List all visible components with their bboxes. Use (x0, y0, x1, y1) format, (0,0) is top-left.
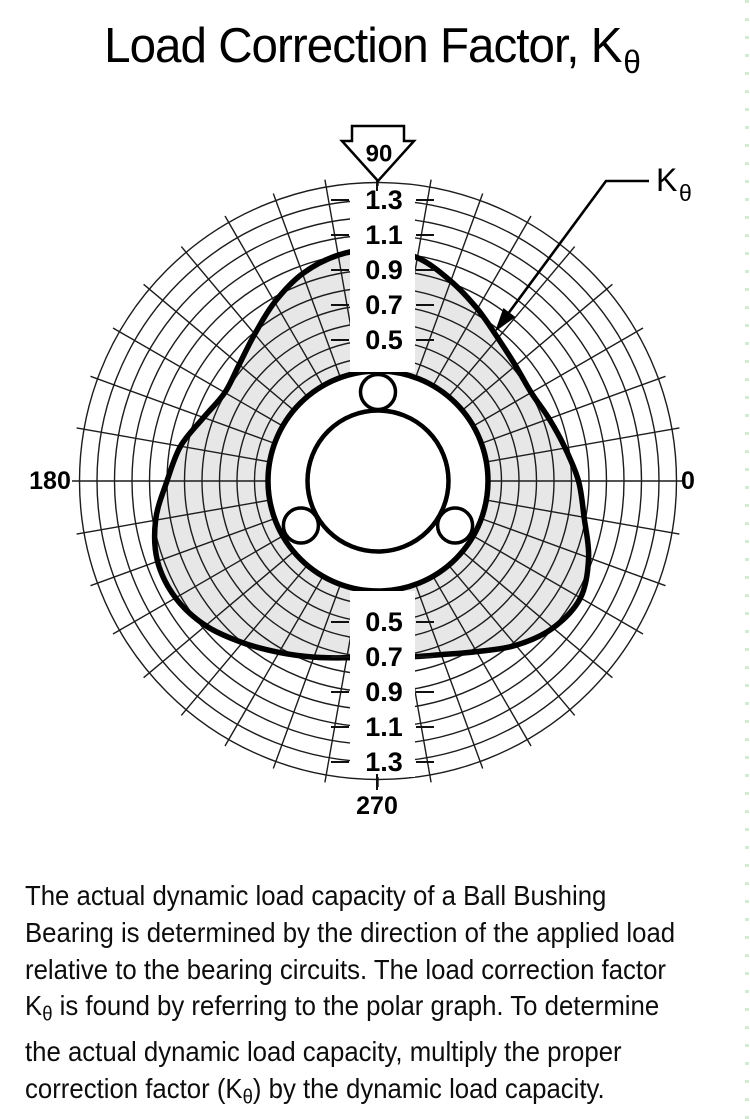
radial-tick-label: 1.3 (365, 747, 403, 777)
theta-subscript: θ (42, 1004, 53, 1027)
paragraph-line: Bearing is determined by the direction of the applied load (25, 916, 676, 948)
paragraph-line: $K_\theta$ is found by referring to the polar graph. To determine (25, 990, 660, 1027)
angle-label-90: 90 (365, 140, 393, 168)
radial-tick-label: 1.1 (365, 712, 403, 742)
angle-label-0: 0 (681, 467, 695, 495)
radial-tick-label: 1.3 (365, 185, 403, 215)
ball-circuit-circle (361, 375, 396, 410)
title-text: Load Correction Factor, K (104, 19, 622, 73)
callout-label-subscript: θ (679, 180, 692, 206)
radial-tick-label: 0.7 (365, 290, 403, 320)
ball-circuit-circle (438, 508, 473, 543)
description-paragraph (25, 878, 750, 1116)
callout-leader-line (509, 181, 649, 313)
angle-label-270: 270 (356, 792, 398, 820)
paragraph-line: correction factor $(K_\theta)$ by the dynamic load capacity. (25, 1072, 605, 1109)
radial-tick-label: 0.9 (365, 255, 403, 285)
radial-tick-label: 0.9 (365, 677, 403, 707)
title-theta-subscript: θ (623, 44, 640, 81)
paragraph-line: relative to the bearing circuits. The load correction factor (25, 953, 666, 985)
radial-tick-label: 1.1 (365, 220, 403, 250)
page-edge-texture (745, 0, 749, 1119)
radial-tick-label: 0.5 (365, 325, 403, 355)
paragraph-line: the actual dynamic load capacity, multiply the proper (25, 1035, 622, 1067)
theta-subscript: θ (242, 1086, 253, 1109)
ball-circuit-circle (283, 508, 318, 543)
bearing-bore-circle (308, 411, 449, 552)
radial-tick-label: 0.7 (365, 642, 403, 672)
angle-label-180: 180 (29, 467, 71, 495)
callout-label: K (656, 162, 678, 198)
paragraph-line: The actual dynamic load capacity of a Ball Bushing (25, 880, 607, 911)
radial-tick-label: 0.5 (365, 607, 403, 637)
